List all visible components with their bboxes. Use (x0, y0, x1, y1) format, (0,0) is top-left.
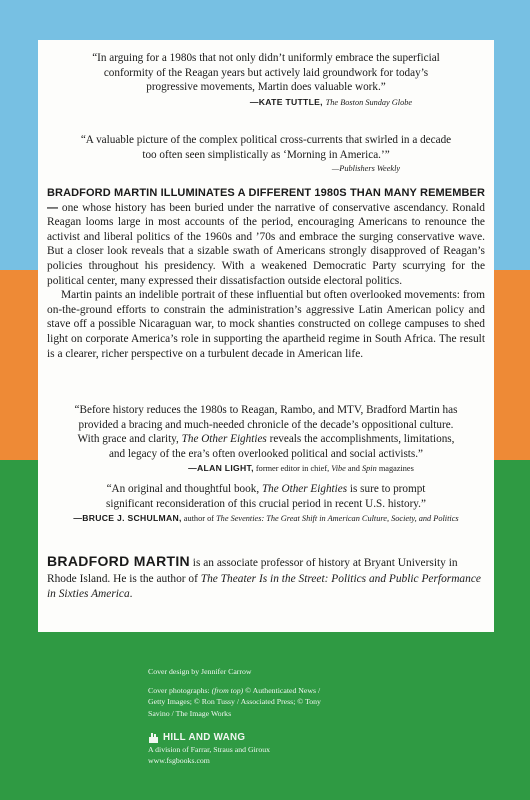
quote-alan-light (72, 403, 460, 477)
quote-attribution: —BRUCE J. SCHULMAN, author of The Seventies: The Great Shift in American Culture, Society, and Politics (73, 513, 459, 524)
book-title: The Other Eighties (181, 433, 267, 446)
quote-source: The Boston Sunday Globe (325, 97, 413, 107)
book-title: The Theater Is in the Street: Politics and Public Performance in Sixties America (47, 572, 481, 600)
description-paragraph-1 (47, 186, 485, 288)
quote-author: —KATE TUTTLE, (249, 96, 323, 107)
quote-publishers-weekly (78, 133, 454, 177)
cover-credits (148, 666, 326, 719)
description-text: one whose history has been buried under the narrative of conservative ascendancy. Ronald Reagan looms large in most accounts of the period, encouraging Americans to renounce the activist and liberal politics of the 1960s and ’70s and embrace the surging conservative wave. But a closer look reveals that a sizable swath of Americans strongly disapproved of Reagan’s policies throughout his presidency. With a weakened Democratic Party scurrying for the political center, many expressed their dissatisfaction outside electoral politics. (47, 201, 485, 287)
quote-author: —BRUCE J. SCHULMAN, (73, 513, 182, 524)
quote-text: “A valuable picture of the complex political cross-currents that swirled in a decade too often seen simplistically as ‘Morning in America.’” (80, 134, 452, 161)
book-title: The Other Eighties (261, 483, 348, 495)
publisher-line (148, 732, 348, 744)
description-paragraph-2: Martin paints an indelible portrait of these influential but often overlooked movements: from on-the-ground efforts to constrain the administration’s aggressive Latin American policy and stave off a possible Nicaraguan war, to mock shanties constructed on college campuses to shed light on corporate America’s role in supporting the apartheid regime in South Africa. The result is a clearer, richer perspective on a turbulent decade in American life. (47, 289, 485, 360)
publisher-logo-icon (148, 732, 159, 744)
quote-boston-globe (82, 51, 450, 110)
quote-text: “An original and thoughtful book, The Other Eighties is sure to prompt significant reconsideration of this crucial period in recent U.S. history.” (106, 483, 426, 510)
quote-author: —ALAN LIGHT, (188, 463, 254, 474)
cover-photo-credits: Cover photographs: (from top) © Authenticated News / Getty Images; © Ron Tussy / Associated Press; © Tony Savino / The Image Works (148, 686, 321, 718)
description-lead: BRADFORD MARTIN ILLUMINATES A DIFFERENT 1980S THAN MANY REMEMBER— (47, 187, 485, 214)
magazine-name: Spin (361, 464, 377, 474)
publisher-name: HILL AND WANG (163, 732, 246, 744)
quote-text: “In arguing for a 1980s that not only didn’t uniformly embrace the superficial conformity of the Reagan years but actively laid groundwork for today’s progressive movements, Martin does valuable work.” (92, 52, 440, 94)
quote-bruce-schulman (46, 482, 486, 527)
book-description (47, 186, 485, 361)
publisher-block (148, 732, 348, 766)
back-cover-text-panel (38, 40, 494, 632)
author-name: BRADFORD MARTIN (47, 553, 190, 569)
cover-design-credit: Cover design by Jennifer Carrow (148, 667, 252, 676)
publisher-website: www.fsgbooks.com (148, 756, 210, 766)
author-bio: BRADFORD MARTIN is an associate professor of history at Bryant University in Rhode Island. He is the author of The Theater Is in the Street: Politics and Public Performance in Sixties America. (47, 553, 481, 600)
quote-attribution (82, 95, 450, 111)
quote-text: “Before history reduces the 1980s to Reagan, Rambo, and MTV, Bradford Martin has provided a bracing and much-needed chronicle of the decade’s oppositional culture. With grace and clarity, The Other Eighties reveals the accomplishments, limitations, and legacy of the era’s often overlooked political and social activists.” (74, 404, 458, 460)
quote-attribution: —ALAN LIGHT, former editor in chief, Vibe and Spin magazines (188, 463, 414, 474)
book-title: The Seventies: The Great Shift in American Culture, Society, and Politics (216, 514, 459, 524)
magazine-name: Vibe (331, 464, 346, 474)
quote-source: —Publishers Weekly (331, 164, 401, 174)
publisher-division: A division of Farrar, Straus and Giroux (148, 745, 271, 754)
